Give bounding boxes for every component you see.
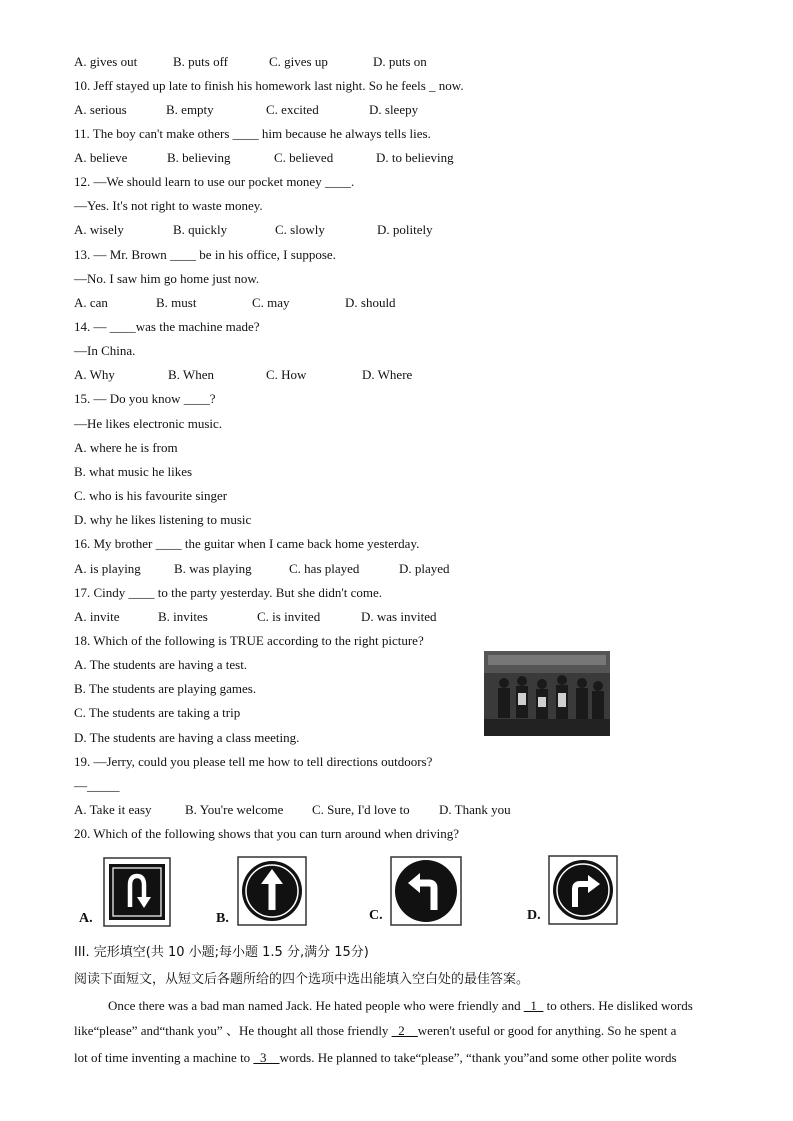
q11-option-d: D. to believing: [376, 150, 454, 165]
q18-stem: 18. Which of the following is TRUE according to the right picture?: [74, 633, 424, 648]
sign-b-label: B.: [216, 911, 229, 926]
q14-option-b: B. When: [168, 367, 214, 382]
q13-option-c: C. may: [252, 295, 290, 310]
q12-option-c: C. slowly: [275, 222, 325, 237]
q11-option-a: A. believe: [74, 150, 128, 165]
q10-option-b: B. empty: [166, 102, 214, 117]
straight-arrow-icon: [237, 856, 307, 926]
q17-stem: 17. Cindy ____ to the party yesterday. But she didn't come.: [74, 585, 383, 600]
passage-line-1: [108, 998, 693, 1014]
q12-option-d: D. politely: [377, 222, 433, 237]
passage-text: weren't useful or good for anything. So he spent a: [417, 1023, 677, 1038]
q14-stem: 14. — ____was the machine made?: [74, 319, 260, 334]
q16-option-c: C. has played: [289, 561, 360, 576]
q15-stem: 15. — Do you know ____?: [74, 391, 216, 406]
q14-option-c: C. How: [266, 367, 307, 382]
passage-text: words. He planned to take“please”, “thank you”and some other polite words: [279, 1050, 677, 1065]
passage-line-3: [74, 1050, 677, 1066]
q14-reply: —In China.: [74, 343, 136, 358]
passage-line-2: [74, 1023, 676, 1039]
q13-option-b: B. must: [156, 295, 197, 310]
q12-option-b: B. quickly: [173, 222, 228, 237]
sign-c-label: C.: [369, 908, 383, 923]
q17-option-d: D. was invited: [361, 609, 437, 624]
q14-option-d: D. Where: [362, 367, 413, 382]
q13-option-d: D. should: [345, 295, 396, 310]
q18-option-c: C. The students are taking a trip: [74, 705, 241, 720]
q13-option-a: A. can: [74, 295, 108, 310]
blank-1: _1_: [523, 998, 544, 1013]
q15-option-c: C. who is his favourite singer: [74, 488, 228, 503]
q9-option-b: B. puts off: [173, 54, 229, 69]
sign-d-label: D.: [527, 908, 541, 923]
q12-option-a: A. wisely: [74, 222, 124, 237]
q19-option-b: B. You're welcome: [185, 802, 284, 817]
q10-stem: 10. Jeff stayed up late to finish his homework last night. So he feels _ now.: [74, 78, 464, 93]
q16-option-b: B. was playing: [174, 561, 252, 576]
q17-option-a: A. invite: [74, 609, 120, 624]
q16-stem: 16. My brother ____ the guitar when I came back home yesterday.: [74, 536, 420, 551]
q15-reply: —He likes electronic music.: [74, 416, 223, 431]
q17-option-c: C. is invited: [257, 609, 321, 624]
students-photo-image: [484, 651, 610, 736]
right-turn-icon: [548, 855, 618, 925]
sign-a-label: A.: [79, 911, 93, 926]
q12-reply: —Yes. It's not right to waste money.: [74, 198, 263, 213]
q14-option-a: A. Why: [74, 367, 115, 382]
q16-option-d: D. played: [399, 561, 450, 576]
section-instruction: 阅读下面短文，从短文后各题所给的四个选项中选出能填入空白处的最佳答案。: [74, 972, 530, 987]
left-turn-icon: [390, 856, 462, 926]
q11-option-b: B. believing: [167, 150, 231, 165]
q10-option-c: C. excited: [266, 102, 319, 117]
q9-option-a: A. gives out: [74, 54, 138, 69]
q17-option-b: B. invites: [158, 609, 208, 624]
q19-stem: 19. —Jerry, could you please tell me how to tell directions outdoors?: [74, 754, 433, 769]
q19-option-a: A. Take it easy: [74, 802, 152, 817]
section-heading: III. 完形填空(共 10 小题;每小题 1.5 分,满分 15分): [74, 945, 369, 960]
passage-text: Once there was a bad man named Jack. He hated people who were friendly and: [108, 998, 524, 1013]
q18-option-a: A. The students are having a test.: [74, 657, 248, 672]
q20-stem: 20. Which of the following shows that you can turn around when driving?: [74, 826, 459, 841]
blank-3: _3__: [253, 1050, 280, 1065]
u-turn-icon: [103, 857, 171, 927]
q15-option-a: A. where he is from: [74, 440, 178, 455]
q11-option-c: C. believed: [274, 150, 334, 165]
q11-stem: 11. The boy can't make others ____ him because he always tells lies.: [74, 126, 431, 141]
q19-option-d: D. Thank you: [439, 802, 511, 817]
q13-reply: —No. I saw him go home just now.: [74, 271, 260, 286]
q12-stem: 12. —We should learn to use our pocket money ____.: [74, 174, 355, 189]
students-photo: [484, 651, 610, 736]
passage-text: to others. He disliked words: [543, 998, 693, 1013]
q19-reply: —_____: [74, 778, 120, 793]
q16-option-a: A. is playing: [74, 561, 141, 576]
q10-option-a: A. serious: [74, 102, 127, 117]
q9-option-c: C. gives up: [269, 54, 328, 69]
passage-text: lot of time inventing a machine to: [74, 1050, 254, 1065]
q18-option-d: D. The students are having a class meeting.: [74, 730, 300, 745]
q15-option-b: B. what music he likes: [74, 464, 193, 479]
blank-2: _2__: [391, 1023, 418, 1038]
q19-option-c: C. Sure, I'd love to: [312, 802, 410, 817]
q10-option-d: D. sleepy: [369, 102, 419, 117]
passage-text: like“please” and“thank you” 、He thought all those friendly: [74, 1023, 392, 1038]
q15-option-d: D. why he likes listening to music: [74, 512, 252, 527]
q13-stem: 13. — Mr. Brown ____ be in his office, I suppose.: [74, 247, 336, 262]
q18-option-b: B. The students are playing games.: [74, 681, 257, 696]
q9-option-d: D. puts on: [373, 54, 427, 69]
